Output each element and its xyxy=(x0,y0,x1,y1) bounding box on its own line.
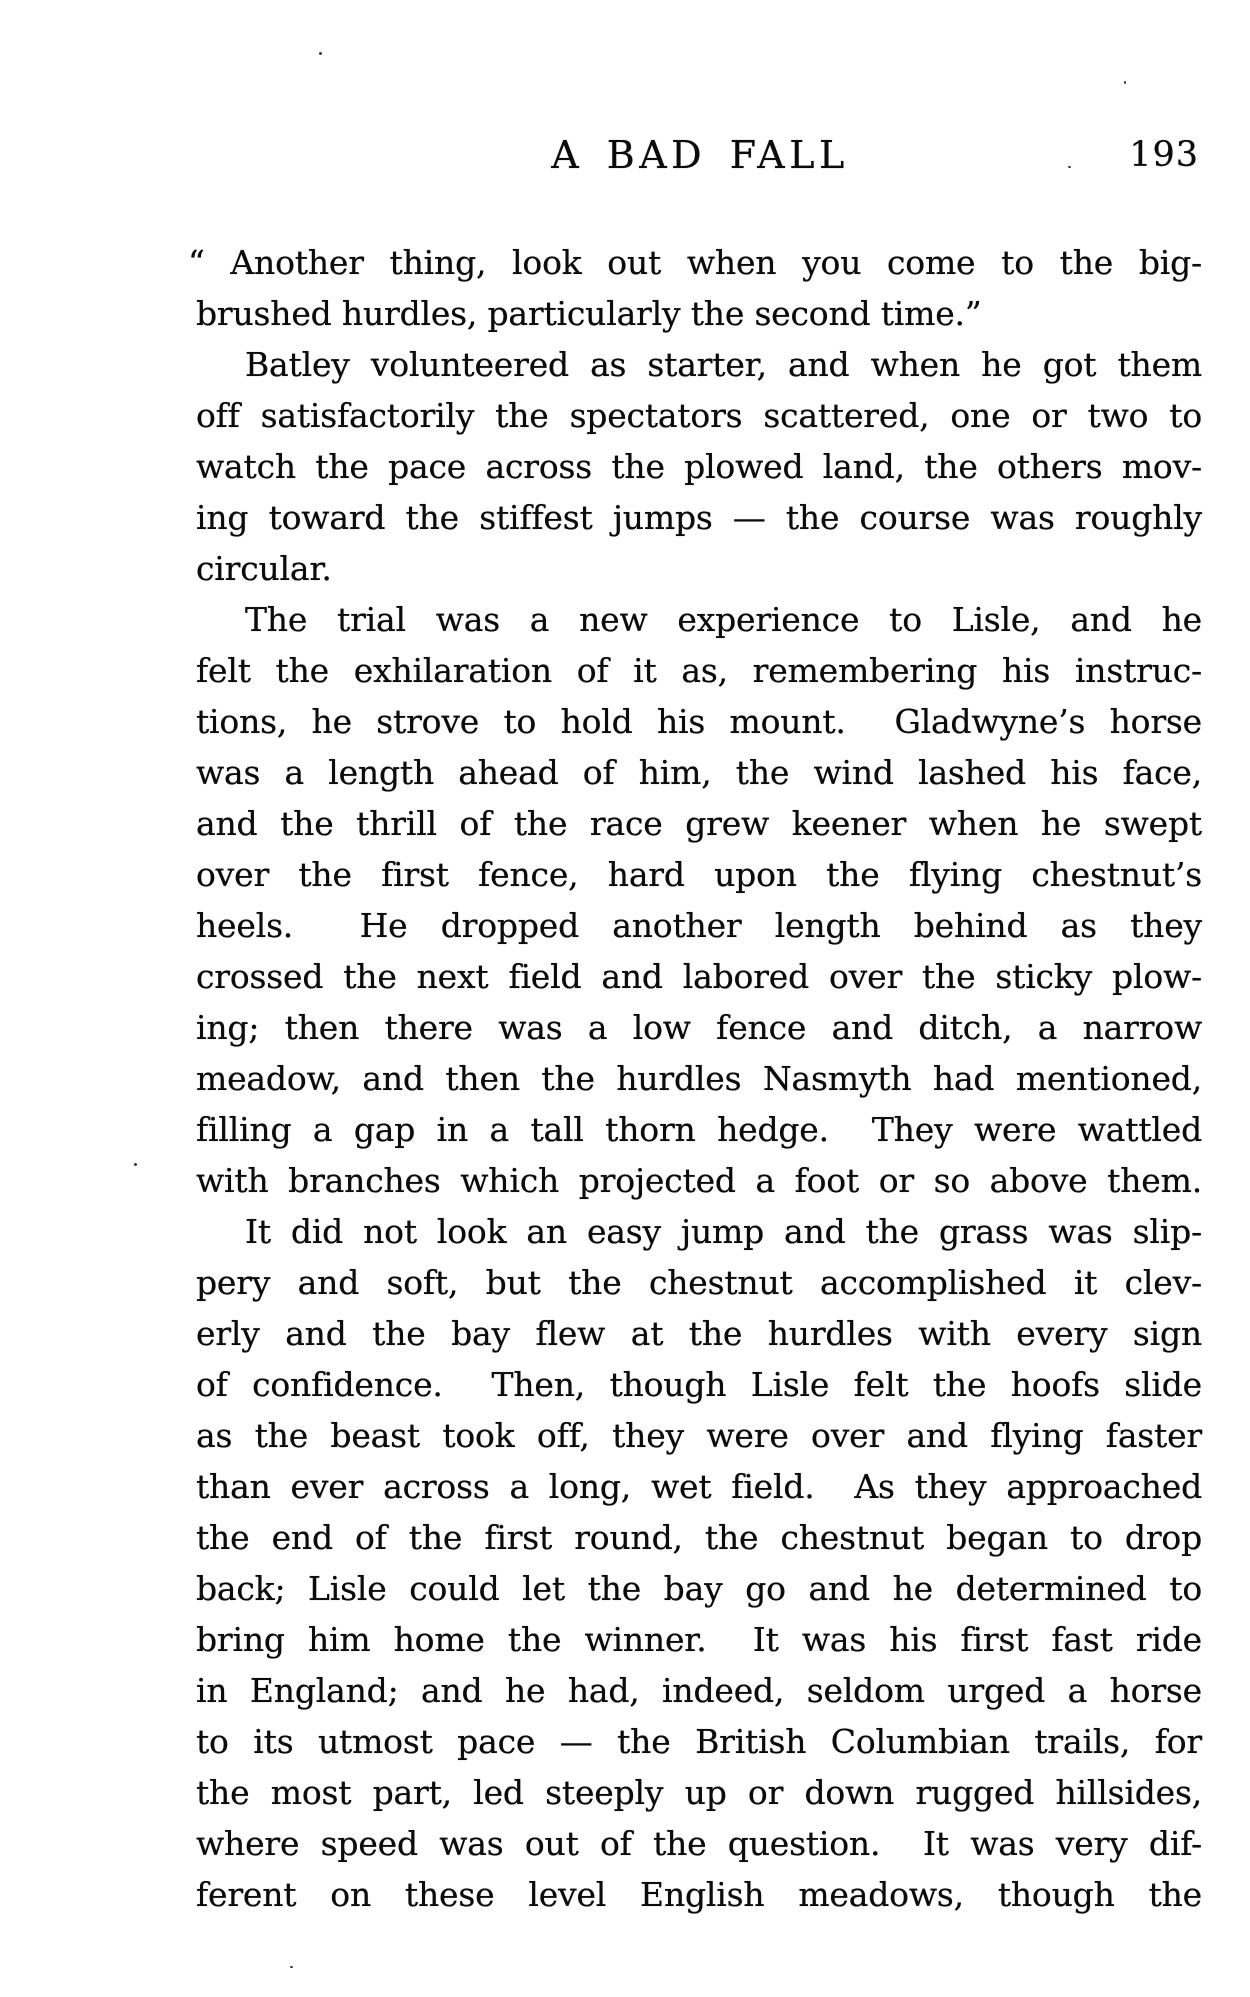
text-line: Batley volunteered as starter, and when he got them xyxy=(245,345,1202,384)
text-line: filling a gap in a tall thorn hedge. They were wattled xyxy=(196,1110,1202,1149)
text-line: meadow, and then the hurdles Nasmyth had mentioned, xyxy=(196,1059,1202,1098)
text-line: with branches which projected a foot or so above them. xyxy=(196,1161,1202,1200)
text-line: where speed was out of the question. It was very dif- xyxy=(196,1824,1202,1863)
body-text xyxy=(188,237,1202,1920)
text-line: than ever across a long, wet field. As they approached xyxy=(196,1467,1202,1506)
text-line: ing toward the stiffest jumps — the course was roughly xyxy=(196,498,1202,537)
text-line: in England; and he had, indeed, seldom urged a horse xyxy=(196,1671,1202,1710)
text-line: erly and the bay flew at the hurdles with every sign xyxy=(196,1314,1202,1353)
page-number: 193 xyxy=(1129,135,1199,175)
scan-speck xyxy=(319,52,322,55)
text-line: brushed hurdles, particularly the second time.” xyxy=(196,294,982,333)
text-line: of confidence. Then, though Lisle felt the hoofs slide xyxy=(196,1365,1202,1404)
text-line: The trial was a new experience to Lisle, and he xyxy=(245,600,1202,639)
text-line: to its utmost pace — the British Columbian trails, for xyxy=(196,1722,1202,1761)
scan-speck xyxy=(1124,81,1126,84)
text-line: back; Lisle could let the bay go and he determined to xyxy=(196,1569,1202,1608)
text-line: It did not look an easy jump and the grass was slip- xyxy=(245,1212,1202,1251)
text-line: as the beast took off, they were over and flying faster xyxy=(196,1416,1202,1455)
text-line: pery and soft, but the chestnut accomplished it clev- xyxy=(196,1263,1202,1302)
text-line: the end of the first round, the chestnut began to drop xyxy=(196,1518,1202,1557)
text-line: heels. He dropped another length behind as they xyxy=(196,906,1202,945)
text-line: felt the exhilaration of it as, remembering his instruc- xyxy=(196,651,1202,690)
scan-speck xyxy=(134,1163,137,1166)
text-line: over the first fence, hard upon the flying chestnut’s xyxy=(196,855,1202,894)
text-line: “ Another thing, look out when you come to the big- xyxy=(188,243,1202,282)
text-line: watch the pace across the plowed land, the others mov- xyxy=(196,447,1202,486)
text-line: circular. xyxy=(196,549,332,588)
text-line: crossed the next field and labored over the sticky plow- xyxy=(196,957,1202,996)
scan-speck xyxy=(290,1966,293,1968)
text-line: tions, he strove to hold his mount. Gladwyne’s horse xyxy=(196,702,1202,741)
text-line: ing; then there was a low fence and ditch, a narrow xyxy=(196,1008,1202,1047)
scan-speck xyxy=(1068,166,1071,168)
text-line: and the thrill of the race grew keener when he swept xyxy=(196,804,1202,843)
text-line: off satisfactorily the spectators scattered, one or two to xyxy=(196,396,1202,435)
chapter-title: A BAD FALL xyxy=(551,133,849,177)
text-line: the most part, led steeply up or down rugged hillsides, xyxy=(196,1773,1202,1812)
text-line: bring him home the winner. It was his first fast ride xyxy=(196,1620,1202,1659)
page-header xyxy=(0,0,1250,200)
text-line: ferent on these level English meadows, though the xyxy=(196,1875,1202,1914)
text-line: was a length ahead of him, the wind lashed his face, xyxy=(196,753,1202,792)
